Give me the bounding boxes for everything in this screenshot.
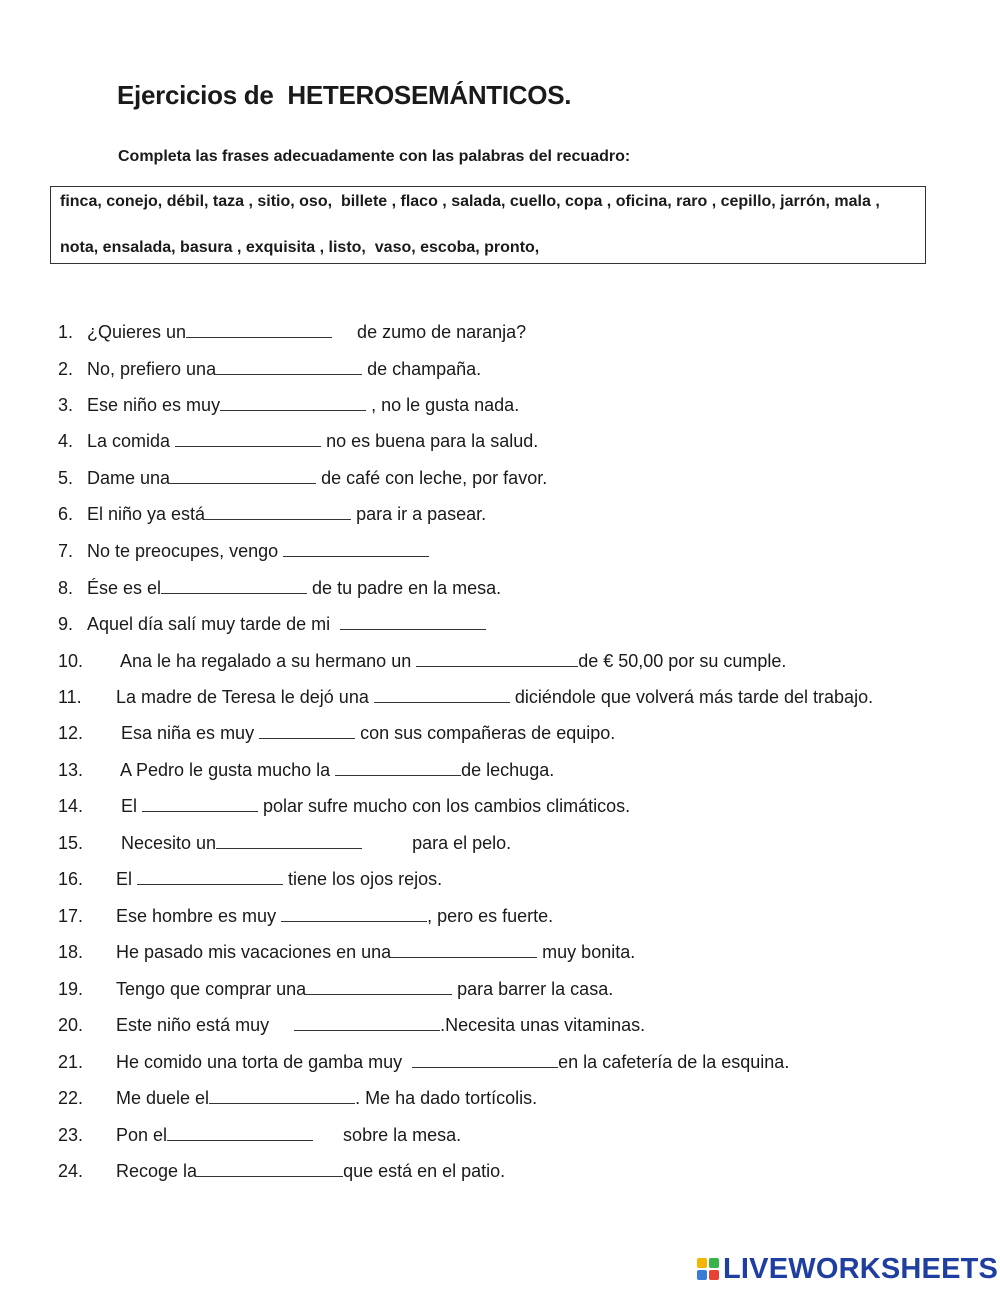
- exercise-number: 8.: [58, 578, 74, 598]
- exercise-item: [58, 612, 486, 635]
- answer-blank-input[interactable]: [167, 1123, 313, 1141]
- exercise-item: [58, 502, 486, 525]
- exercise-number: 10.: [58, 651, 84, 671]
- answer-blank-input[interactable]: [306, 977, 452, 995]
- exercise-item: [58, 1086, 537, 1109]
- exercise-text-after: , no le gusta nada.: [366, 395, 520, 415]
- exercise-text-before: Pon el: [116, 1125, 168, 1145]
- answer-blank-input[interactable]: [205, 502, 351, 520]
- exercise-text-after: de € 50,00 por su cumple.: [578, 651, 787, 671]
- exercise-number: 3.: [58, 395, 74, 415]
- exercise-item: [58, 867, 442, 890]
- exercise-item: [58, 466, 547, 489]
- word-bank-box: [50, 186, 926, 264]
- answer-blank-input[interactable]: [175, 429, 321, 447]
- answer-blank-input[interactable]: [412, 1050, 558, 1068]
- exercise-text-after: muy bonita.: [537, 942, 636, 962]
- exercise-text-after: en la cafetería de la esquina.: [558, 1052, 790, 1072]
- exercise-number: 22.: [58, 1088, 84, 1108]
- exercise-number: 15.: [58, 833, 84, 853]
- answer-blank-input[interactable]: [216, 831, 362, 849]
- answer-blank-input[interactable]: [259, 721, 355, 739]
- exercise-text-before: Ése es el: [87, 578, 162, 598]
- exercise-number: 13.: [58, 760, 84, 780]
- exercise-number: 23.: [58, 1125, 84, 1145]
- exercise-number: 5.: [58, 468, 74, 488]
- exercise-text-after: diciéndole que volverá más tarde del trabajo.: [509, 687, 874, 707]
- exercise-text-after: , pero es fuerte.: [427, 906, 554, 926]
- liveworksheets-logo: [697, 1253, 998, 1285]
- exercise-text-before: El: [116, 869, 138, 889]
- exercise-text-before: ¿Quieres un: [87, 322, 187, 342]
- exercise-text-after: no es buena para la salud.: [321, 431, 539, 451]
- exercise-item: [58, 794, 630, 817]
- exercise-text-before: No, prefiero una: [87, 359, 217, 379]
- word-bank-line-2: nota, ensalada, basura , exquisita , listo, vaso, escoba, pronto,: [60, 239, 540, 256]
- exercise-number: 11.: [58, 687, 82, 707]
- exercise-text-after: de lechuga.: [461, 760, 555, 780]
- exercise-number: 19.: [58, 979, 84, 999]
- exercise-text-after: de café con leche, por favor.: [316, 468, 548, 488]
- exercise-item: [58, 977, 613, 1000]
- exercise-item: [58, 831, 511, 854]
- word-bank-line-1: finca, conejo, débil, taza , sitio, oso, billete , flaco , salada, cuello, copa , oficina, raro , cepillo, jarrón, mala ,: [60, 193, 880, 210]
- exercise-text-before: El niño ya está: [87, 504, 206, 524]
- answer-blank-input[interactable]: [281, 904, 427, 922]
- exercise-item: [58, 429, 538, 452]
- exercise-item: [58, 576, 501, 599]
- exercise-number: 2.: [58, 359, 74, 379]
- exercise-text-after: polar sufre mucho con los cambios climáticos.: [258, 796, 631, 816]
- exercise-text-before: A Pedro le gusta mucho la: [116, 760, 336, 780]
- exercise-item: [58, 904, 553, 927]
- exercise-text-after: . Me ha dado tortícolis.: [355, 1088, 538, 1108]
- logo-mark-icon: [697, 1258, 719, 1280]
- exercise-text-before: El: [116, 796, 143, 816]
- exercise-number: 6.: [58, 504, 74, 524]
- exercise-text-after: para ir a pasear.: [351, 504, 487, 524]
- exercise-item: [58, 649, 786, 672]
- answer-blank-input[interactable]: [374, 685, 510, 703]
- exercise-text-before: Me duele el: [116, 1088, 210, 1108]
- exercise-number: 1.: [58, 322, 74, 342]
- exercise-item: [58, 940, 635, 963]
- answer-blank-input[interactable]: [197, 1159, 343, 1177]
- exercise-text-before: Ese niño es muy: [87, 395, 221, 415]
- answer-blank-input[interactable]: [137, 867, 283, 885]
- exercise-text-after: de champaña.: [362, 359, 482, 379]
- exercise-text-before: Recoge la: [116, 1161, 198, 1181]
- instructions: Completa las frases adecuadamente con las palabras del recuadro:: [118, 148, 631, 165]
- exercise-item: [58, 685, 873, 708]
- exercise-item: [58, 393, 519, 416]
- logo-text: LIVEWORKSHEETS: [723, 1252, 999, 1285]
- exercise-text-before: He comido una torta de gamba muy: [116, 1052, 413, 1072]
- exercise-text-after: para el pelo.: [362, 833, 512, 853]
- exercise-text-before: Ana le ha regalado a su hermano un: [116, 651, 417, 671]
- exercise-number: 4.: [58, 431, 74, 451]
- worksheet-title: Ejercicios de HETEROSEMÁNTICOS.: [117, 80, 572, 110]
- exercise-text-before: Aquel día salí muy tarde de mi: [87, 614, 341, 634]
- exercise-text-after: .Necesita unas vitaminas.: [440, 1015, 646, 1035]
- exercise-number: 17.: [58, 906, 84, 926]
- answer-blank-input[interactable]: [142, 794, 258, 812]
- exercise-text-after: con sus compañeras de equipo.: [355, 723, 616, 743]
- exercise-item: [58, 539, 429, 562]
- exercise-text-after: de tu padre en la mesa.: [307, 578, 502, 598]
- answer-blank-input[interactable]: [216, 357, 362, 375]
- exercise-item: [58, 1013, 645, 1036]
- exercise-number: 14.: [58, 796, 84, 816]
- answer-blank-input[interactable]: [186, 320, 332, 338]
- exercise-number: 18.: [58, 942, 84, 962]
- exercise-number: 24.: [58, 1161, 84, 1181]
- exercise-text-before: La madre de Teresa le dejó una: [116, 687, 374, 707]
- exercise-number: 7.: [58, 541, 74, 561]
- exercise-number: 21.: [58, 1052, 84, 1072]
- exercise-item: [58, 1050, 789, 1073]
- answer-blank-input[interactable]: [209, 1086, 355, 1104]
- exercise-item: [58, 357, 481, 380]
- exercise-item: [58, 1123, 461, 1146]
- answer-blank-input[interactable]: [416, 649, 578, 667]
- answer-blank-input[interactable]: [391, 940, 537, 958]
- exercise-number: 9.: [58, 614, 74, 634]
- exercise-text-before: Tengo que comprar una: [116, 979, 307, 999]
- exercise-text-before: La comida: [87, 431, 176, 451]
- exercise-text-after: que está en el patio.: [343, 1161, 506, 1181]
- answer-blank-input[interactable]: [170, 466, 316, 484]
- exercise-text-before: Este niño está muy: [116, 1015, 295, 1035]
- answer-blank-input[interactable]: [294, 1013, 440, 1031]
- exercise-item: [58, 1159, 505, 1182]
- exercise-text-after: de zumo de naranja?: [332, 322, 527, 342]
- exercise-number: 16.: [58, 869, 84, 889]
- exercise-text-before: Dame una: [87, 468, 171, 488]
- exercise-text-before: Necesito un: [116, 833, 217, 853]
- exercise-item: [58, 320, 526, 343]
- exercise-text-after: para barrer la casa.: [452, 979, 614, 999]
- answer-blank-input[interactable]: [283, 539, 429, 557]
- exercise-number: 12.: [58, 723, 84, 743]
- answer-blank-input[interactable]: [335, 758, 461, 776]
- exercise-text-before: Ese hombre es muy: [116, 906, 282, 926]
- exercise-text-before: He pasado mis vacaciones en una: [116, 942, 392, 962]
- exercise-text-before: No te preocupes, vengo: [87, 541, 284, 561]
- exercise-item: [58, 758, 554, 781]
- exercise-text-before: Esa niña es muy: [116, 723, 260, 743]
- answer-blank-input[interactable]: [161, 576, 307, 594]
- exercise-number: 20.: [58, 1015, 84, 1035]
- answer-blank-input[interactable]: [220, 393, 366, 411]
- exercise-text-after: sobre la mesa.: [313, 1125, 462, 1145]
- answer-blank-input[interactable]: [340, 612, 486, 630]
- exercise-text-after: tiene los ojos rejos.: [283, 869, 443, 889]
- exercise-item: [58, 721, 615, 744]
